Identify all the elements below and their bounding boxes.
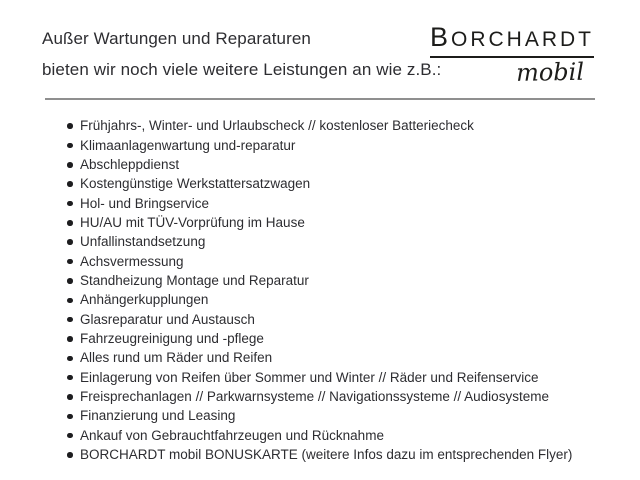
bullet-icon [67,394,73,400]
bullet-icon [67,452,73,458]
list-item [0,155,572,174]
bullet-icon [67,259,73,265]
bullet-icon [67,375,73,381]
list-item [0,251,572,270]
list-item-text: Alles rund um Räder und Reifen [80,350,273,366]
list-item-text: Fahrzeugreinigung und -pflege [80,330,264,346]
list-item-text: Abschleppdienst [80,156,180,172]
bullet-icon [67,317,73,323]
bullet-icon [67,162,73,168]
bullet-icon [67,336,73,342]
brand-name-rest: ORCHARDT [451,28,594,51]
list-item [0,445,572,464]
bullet-icon [67,278,73,284]
list-item [0,387,572,406]
bullet-icon [67,181,73,187]
list-item-text: Freisprechanlagen // Parkwarnsysteme // Navigationssysteme // Audiosysteme [80,388,549,404]
list-item [0,232,572,251]
separator-line [45,98,595,100]
bullet-icon [67,356,73,362]
list-item-text: Frühjahrs-, Winter- und Urlaubscheck // kostenloser Batteriecheck [80,118,474,134]
list-item-text: Standheizung Montage und Reparatur [80,272,309,288]
bullet-icon [67,143,73,149]
list-item-text: Ankauf von Gebrauchtfahrzeugen und Rücknahme [80,427,384,443]
list-item [0,426,572,445]
heading-line-1: Außer Wartungen und Reparaturen [42,29,311,48]
list-item-text: HU/AU mit TÜV-Vorprüfung im Hause [80,214,305,230]
list-item [0,309,572,328]
list-item-text: Anhängerkupplungen [80,292,209,308]
bullet-icon [67,414,73,420]
list-item [0,116,572,135]
bullet-icon [67,220,73,226]
list-item [0,367,572,386]
list-item [0,193,572,212]
brand-name-initial: B [429,22,451,52]
list-item [0,329,572,348]
bullet-icon [67,201,73,207]
brand-name [430,24,594,58]
bullet-icon [67,298,73,304]
list-item-text: Finanzierung und Leasing [80,408,236,424]
list-item-text: Einlagerung von Reifen über Sommer und Winter // Räder und Reifenservice [80,369,539,385]
heading-line-2: bieten wir noch viele weitere Leistungen an wie z.B.: [42,60,442,79]
list-item [0,348,572,367]
brand-tagline: mobil [515,57,585,87]
list-item [0,135,572,154]
list-item-text: Hol- und Bringservice [80,195,210,211]
services-list [0,116,572,464]
bullet-icon [67,123,73,129]
bullet-icon [67,433,73,439]
list-item [0,406,572,425]
brand-logo [430,24,594,86]
list-item [0,174,572,193]
list-item-text: Kostengünstige Werkstattersatzwagen [80,176,311,192]
list-item [0,290,572,309]
list-item-text: Glasreparatur und Austausch [80,311,255,327]
bullet-icon [67,239,73,245]
list-item [0,271,572,290]
list-item [0,213,572,232]
list-item-text: Klimaanlagenwartung und-reparatur [80,137,296,153]
list-item-text: Achsvermessung [80,253,184,269]
page-heading [42,23,441,85]
list-item-text: Unfallinstandsetzung [80,234,206,250]
list-item-text: BORCHARDT mobil BONUSKARTE (weitere Infos dazu im entsprechenden Flyer) [80,447,573,463]
